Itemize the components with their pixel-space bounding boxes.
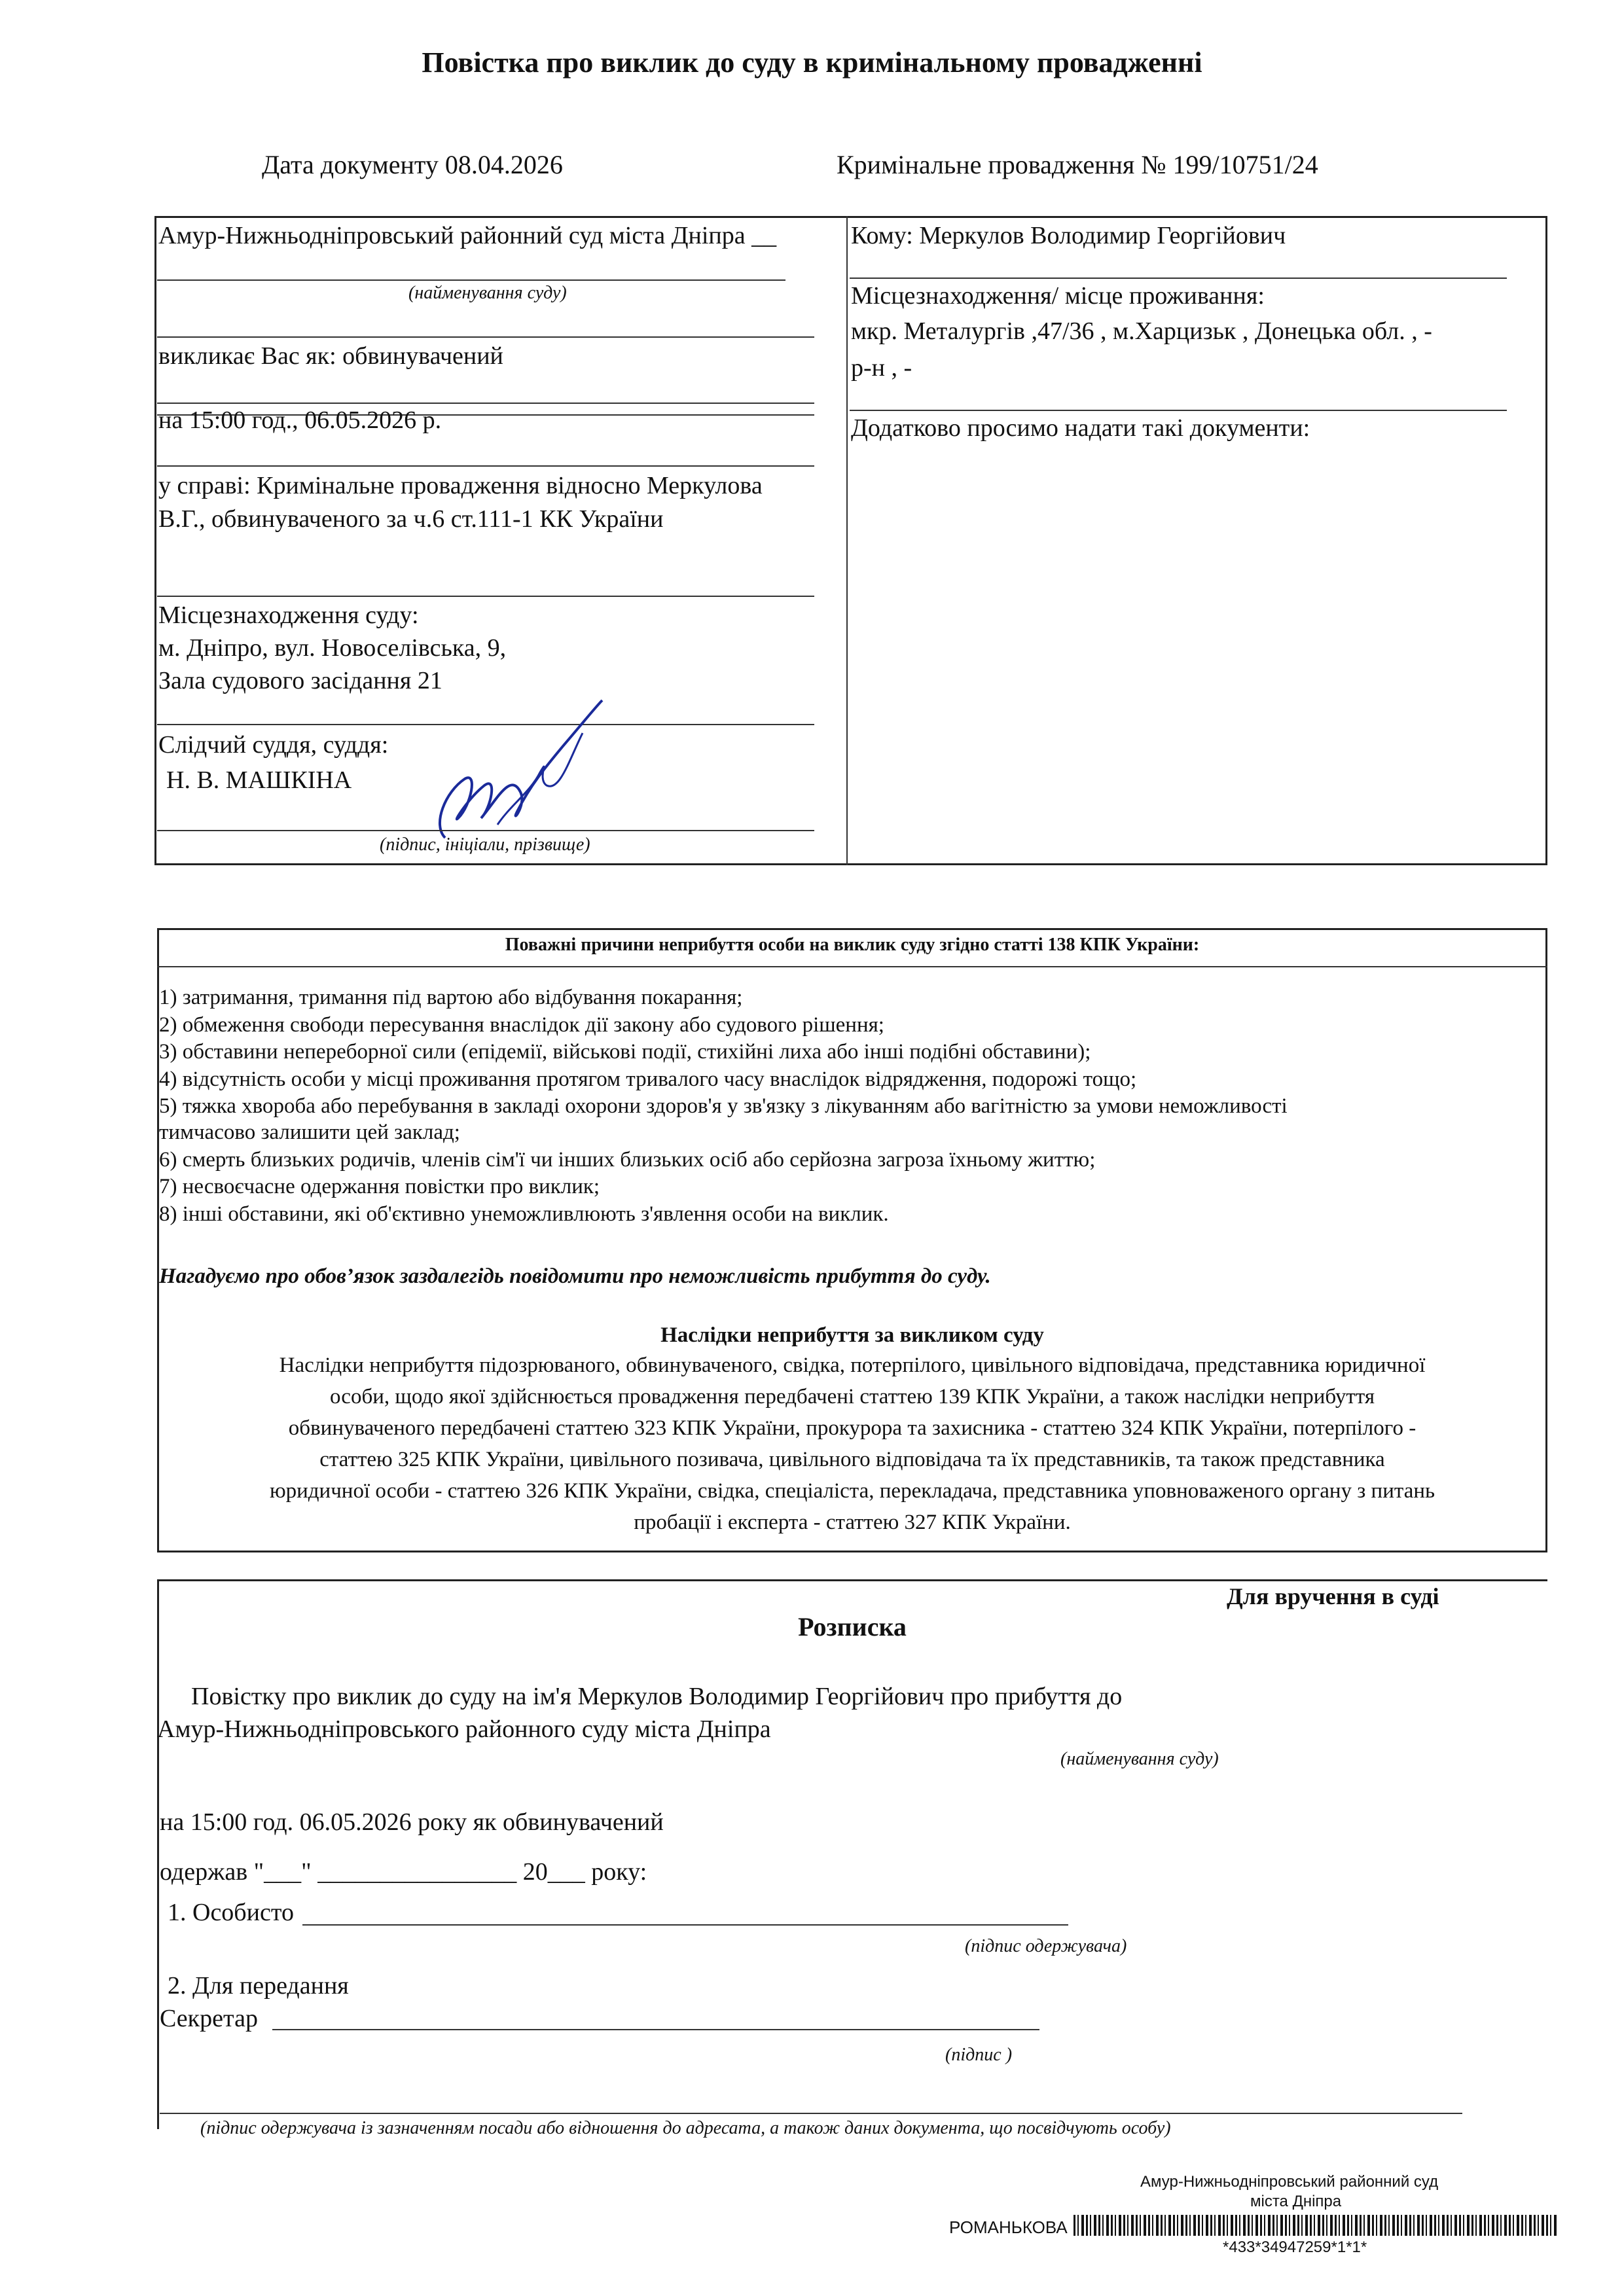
- judge-label: Слідчий суддя, суддя:: [158, 731, 389, 759]
- rule: [850, 410, 1507, 411]
- reason-item: 6) смерть близьких родичів, членів сім'ї чи інших близьких осіб або серйозна загроза їхньому життю;: [159, 1148, 1096, 1172]
- consequences-text: [157, 1350, 1547, 1538]
- receipt-line1: Повістку про виклик до суду на ім'я Меркулов Володимир Георгійович про прибуття до: [191, 1683, 1123, 1710]
- barcode-text: *433*34947259*1*1*: [1223, 2238, 1367, 2256]
- reminder-note: Нагадуємо про обов’язок заздалегідь повідомити про неможливість прибуття до суду.: [159, 1265, 991, 1288]
- summons-role: викликає Вас як: обвинувачений: [158, 342, 503, 370]
- consequences-line: особи, щодо якої здійснюється провадження передбачені статтею 139 КПК України, а також наслідки неприбуття: [329, 1385, 1375, 1408]
- consequences-line: Наслідки неприбуття підозрюваного, обвинуваченого, свідка, потерпілого, цивільного відповідача, представника юридичної: [279, 1354, 1426, 1377]
- residence-label: Місцезнаходження/ місце проживання:: [851, 282, 1265, 310]
- rule: [160, 2113, 1462, 2114]
- summons-box: [154, 216, 1547, 865]
- received-date-line: одержав "___" ________________ 20___ року:: [160, 1858, 647, 1886]
- rule: [157, 336, 814, 338]
- consequences-line: юридичної особи - статтею 326 КПК України, свідка, спеціаліста, перекладача, представника уповноваженого органу з питань: [269, 1479, 1435, 1503]
- reason-item: 3) обставини непереборної сили (епідемії, військові події, стихійні лиха або інші подібні обставини);: [159, 1040, 1091, 1064]
- rule: [157, 830, 814, 831]
- reasons-heading: Поважні причини неприбуття особи на виклик суду згідно статті 138 КПК України:: [505, 935, 1200, 955]
- rule: [157, 279, 785, 281]
- receipt-datetime: на 15:00 год. 06.05.2026 року як обвинувачений: [160, 1808, 664, 1836]
- clerk-name: РОМАНЬКОВА: [949, 2217, 1068, 2237]
- rule: [157, 966, 1547, 967]
- barcode: [1074, 2215, 1558, 2236]
- case-description-line1: у справі: Кримінальне провадження відносно Меркулова: [158, 472, 763, 499]
- judge-signature: [406, 694, 615, 851]
- document-date: Дата документу 08.04.2026: [262, 150, 563, 179]
- receipt-court-caption: (найменування суду): [1060, 1749, 1219, 1769]
- reason-item: тимчасово залишити цей заклад;: [159, 1121, 460, 1144]
- consequences-line: статтею 325 КПК України, цивільного позивача, цивільного відповідача та їх представників, та також представника: [319, 1448, 1385, 1471]
- courtroom: Зала судового засідання 21: [158, 667, 442, 694]
- consequences-heading: Наслідки неприбуття за викликом суду: [660, 1323, 1044, 1347]
- case-description-line2: В.Г., обвинуваченого за ч.6 ст.111-1 КК України: [158, 505, 664, 533]
- summons-divider: [846, 216, 848, 865]
- rule: [157, 465, 814, 467]
- reason-item: 8) інші обставини, які об'єктивно унеможливлюють з'явлення особи на виклик.: [159, 1202, 889, 1226]
- rule: [157, 403, 814, 404]
- court-address: м. Дніпро, вул. Новоселівська, 9,: [158, 634, 507, 662]
- transfer-label: 2. Для передання: [168, 1972, 349, 2000]
- case-number: Кримінальне провадження № 199/10751/24: [837, 150, 1318, 179]
- receipt-left-rule: [157, 1579, 159, 2129]
- secretary-label: Секретар: [160, 2005, 258, 2032]
- reason-item: 2) обмеження свободи пересування внаслідок дії закону або судового рішення;: [159, 1013, 884, 1037]
- stamp-court-line1: Амур-Нижньодніпровський районний суд: [1140, 2173, 1439, 2191]
- hearing-datetime: на 15:00 год., 06.05.2026 р.: [158, 406, 442, 434]
- court-name-caption: (найменування суду): [408, 283, 567, 303]
- receipt-title: Розписка: [798, 1612, 907, 1641]
- documents-label: Додатково просимо надати такі документи:: [851, 414, 1310, 442]
- reason-item: 7) несвоєчасне одержання повістки про виклик;: [159, 1175, 600, 1198]
- page-title: Повістка про виклик до суду в кримінальному провадженні: [422, 46, 1202, 79]
- signature-caption: (підпис, ініціали, прізвище): [380, 834, 590, 855]
- rule: [157, 596, 814, 597]
- consequences-line: пробації і експерта - статтею 327 КПК України.: [634, 1511, 1071, 1534]
- reason-item: 5) тяжка хвороба або перебування в закладі охорони здоров'я у зв'язку з лікуванням або вагітністю за умови неможливості: [159, 1094, 1288, 1118]
- reason-item: 1) затримання, тримання під вартою або відбування покарання;: [159, 986, 743, 1009]
- reason-item: 4) відсутність особи у місці проживання протягом тривалого часу внаслідок відрядження, подорожі тощо;: [159, 1067, 1137, 1091]
- receipt-footer-caption: (підпис одержувача із зазначенням посади або відношення до адресата, а також даних документа, що посвідчують особу): [200, 2118, 1171, 2138]
- for-court-label: Для вручення в суді: [1227, 1583, 1439, 1609]
- recipient-name: Кому: Меркулов Володимир Георгійович: [851, 222, 1286, 249]
- recipient-signature-caption: (підпис одержувача): [965, 1936, 1127, 1956]
- personally-label: 1. Особисто: [168, 1899, 294, 1926]
- residence-line1: мкр. Металургів ,47/36 , м.Харцизьк , Донецька обл. , -: [851, 317, 1432, 345]
- rule: [850, 278, 1507, 279]
- rule: [302, 1924, 1068, 1926]
- rule: [272, 2029, 1039, 2030]
- receipt-line2: Амур-Нижньодніпровського районного суду міста Дніпра: [157, 1715, 771, 1743]
- judge-name: Н. В. МАШКІНА: [166, 766, 352, 794]
- residence-line2: р-н , -: [851, 354, 912, 382]
- court-name: Амур-Нижньодніпровський районний суд міста Дніпра __: [158, 222, 777, 249]
- court-location-label: Місцезнаходження суду:: [158, 601, 419, 629]
- signature-caption-short: (підпис ): [945, 2045, 1013, 2065]
- consequences-line: обвинуваченого передбачені статтею 323 КПК України, прокурора та захисника - статтею 324 КПК України, потерпілого -: [288, 1416, 1416, 1440]
- stamp-court-line2: міста Дніпра: [1250, 2193, 1342, 2210]
- receipt-top-rule: [157, 1579, 1547, 1581]
